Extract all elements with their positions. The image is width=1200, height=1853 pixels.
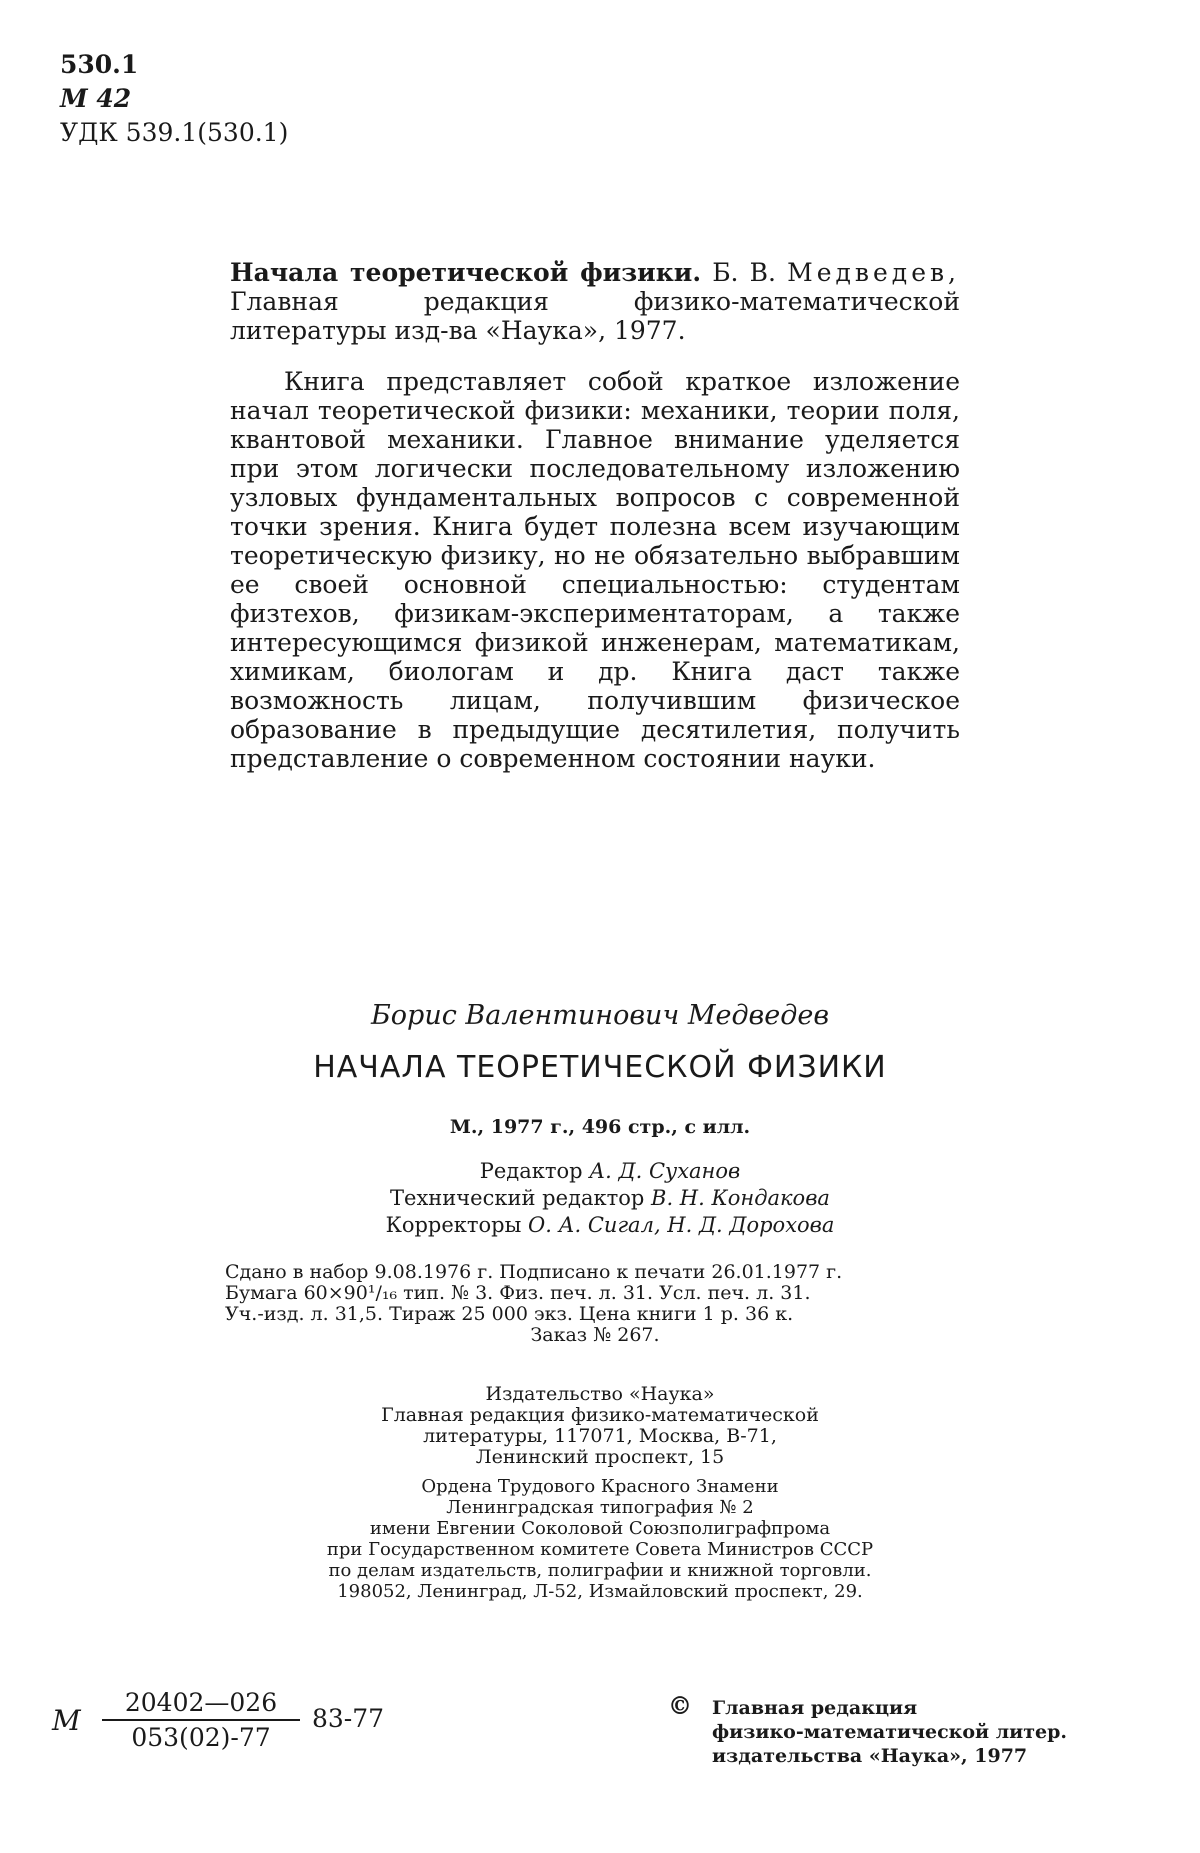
correctors-row (340, 1212, 880, 1239)
order-number: Заказ № 267. (225, 1325, 965, 1346)
tech-editor-label: Технический редактор (390, 1186, 644, 1210)
printer-line: Ордена Трудового Красного Знамени (0, 1476, 1200, 1497)
print-info (225, 1262, 965, 1346)
printer-block (0, 1476, 1200, 1602)
staff-credits (340, 1158, 880, 1239)
author-name: Борис Валентинович Медведев (0, 1000, 1200, 1031)
editor-row (340, 1158, 880, 1185)
printer-line: имени Евгении Соколовой Союзполиграфпрома (0, 1518, 1200, 1539)
ref-rest: Главная редакция физико-математической литературы изд-ва «Наука», 1977. (230, 287, 960, 345)
bibliographic-reference (230, 258, 960, 345)
editor-label: Редактор (480, 1159, 583, 1183)
code-letter: М (52, 1704, 81, 1737)
printer-line: Ленинградская типография № 2 (0, 1497, 1200, 1518)
ref-surname: Медведев, (787, 258, 960, 287)
print-info-line: Бумага 60×90¹/₁₆ тип. № 3. Физ. печ. л. 31. Усл. печ. л. 31. (225, 1283, 965, 1304)
classification-block (60, 48, 288, 150)
code-suffix: 83-77 (312, 1704, 384, 1733)
printer-line: по делам издательств, полиграфии и книжной торговли. (0, 1560, 1200, 1581)
editor-name: А. Д. Суханов (589, 1159, 740, 1183)
annotation (230, 258, 960, 773)
publisher-line: Издательство «Наука» (0, 1384, 1200, 1405)
book-title: НАЧАЛА ТЕОРЕТИЧЕСКОЙ ФИЗИКИ (0, 1050, 1200, 1085)
printer-line: 198052, Ленинград, Л-52, Измайловский проспект, 29. (0, 1581, 1200, 1602)
imprint-line: М., 1977 г., 496 стр., с илл. (0, 1116, 1200, 1138)
copyright-text (712, 1696, 1067, 1768)
print-info-line: Уч.-изд. л. 31,5. Тираж 25 000 экз. Цена книги 1 р. 36 к. (225, 1304, 965, 1325)
publisher-line: литературы, 117071, Москва, В-71, (0, 1426, 1200, 1447)
code-denominator: 053(02)-77 (102, 1721, 300, 1752)
copyright-icon: © (668, 1694, 692, 1718)
code-numerator: 20402—026 (102, 1688, 300, 1721)
bbk-index: 530.1 (60, 48, 288, 82)
copyright-line: Главная редакция (712, 1696, 1067, 1720)
publisher-line: Главная редакция физико-математической (0, 1405, 1200, 1426)
copyright-line: физико-математической литер. (712, 1720, 1067, 1744)
publisher-line: Ленинский проспект, 15 (0, 1447, 1200, 1468)
code-fraction (102, 1688, 300, 1752)
tech-editor-name: В. Н. Кондакова (651, 1186, 830, 1210)
abstract-text: Книга представляет собой краткое изложение начал теоретической физики: механики, теории поля, квантовой механики. Главное внимание уделяется при этом логически последовательному изложению узловых фундаментальных вопросов с современной точки зрения. Книга будет полезна всем изучающим теоретическую физику, но не обязательно выбравшим ее своей основной специальностью: студентам физтехов, физикам-экспериментаторам, а также интересующимся физикой инженерам, математикам, химикам, биологам и др. Книга даст также возможность лицам, получившим физическое образование в предыдущие десятилетия, получить представление о современном состоянии науки. (230, 367, 960, 773)
tech-editor-row (340, 1185, 880, 1212)
print-info-line: Сдано в набор 9.08.1976 г. Подписано к печати 26.01.1977 г. (225, 1262, 965, 1283)
author-mark: М 42 (60, 82, 288, 116)
publisher-block (0, 1384, 1200, 1468)
correctors-label: Корректоры (386, 1213, 522, 1237)
ref-initials: Б. В. (712, 258, 776, 287)
ref-title: Начала теоретической физики. (230, 258, 701, 287)
correctors-names: О. А. Сигал, Н. Д. Дорохова (528, 1213, 834, 1237)
printer-line: при Государственном комитете Совета Министров СССР (0, 1539, 1200, 1560)
copyright-line: издательства «Наука», 1977 (712, 1744, 1067, 1768)
udc-index: УДК 539.1(530.1) (60, 116, 288, 150)
